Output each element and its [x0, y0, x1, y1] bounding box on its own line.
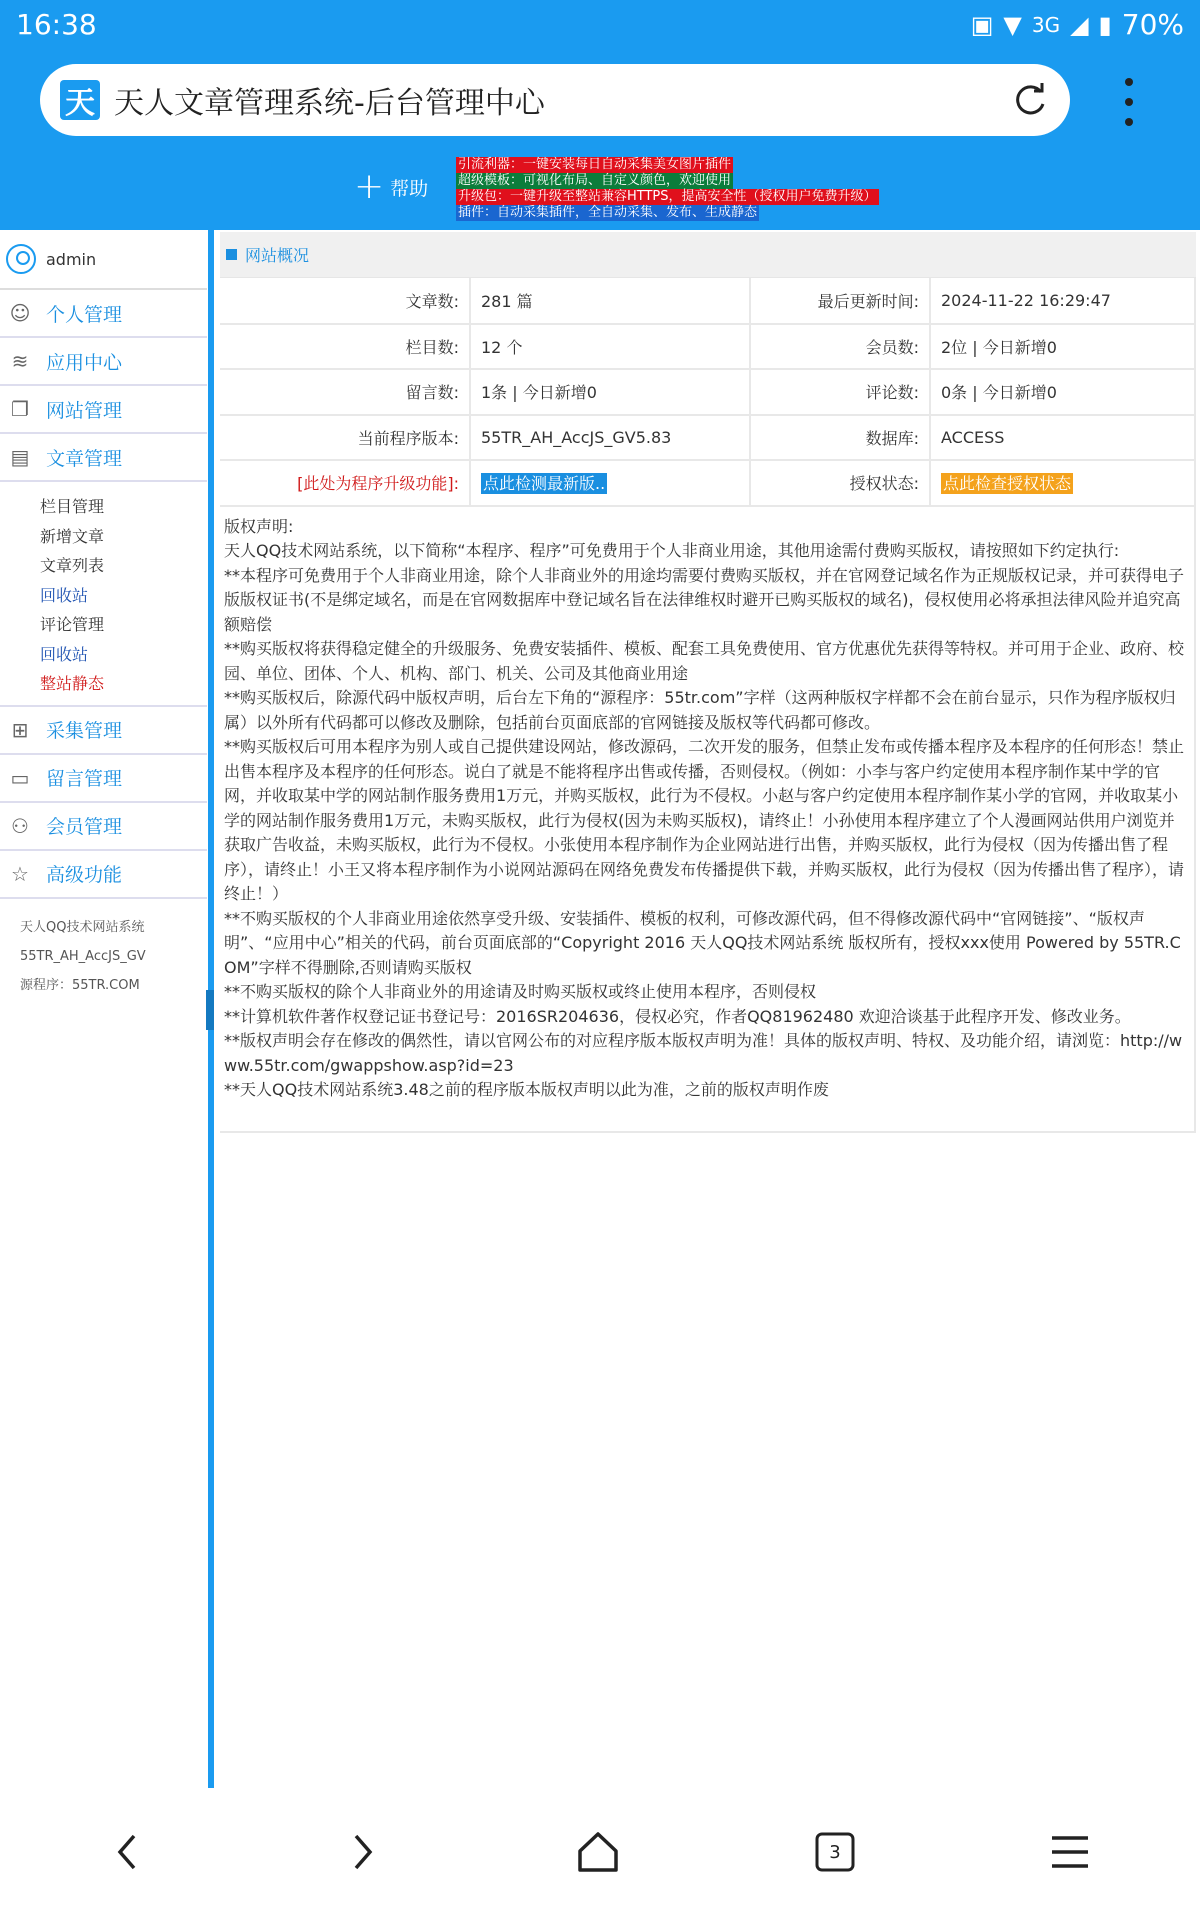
sidebar-item-label: 文章管理 [46, 447, 123, 470]
back-button[interactable] [88, 1812, 168, 1892]
copyright-paragraph: **计算机软件著作权登记证书登记号：2016SR204636，侵权必究，作者QQ81962480 欢迎洽谈基于此程序开发、修改业务。 [224, 1006, 1131, 1026]
table-row [220, 369, 1195, 415]
stat-label: 当前程序版本: [220, 415, 470, 461]
sidebar-item-label: 网站管理 [46, 399, 123, 422]
sitemap-icon: ⊞ [11, 717, 29, 742]
panel-title: 网站概况 [245, 246, 310, 265]
stat-label: 会员数: [750, 324, 930, 370]
table-row [220, 460, 1195, 506]
copyright-paragraph: **本程序可免费用于个人非商业用途，除个人非商业外的用途均需要付费购买版权，并在官网登记域名作为正规版权记录，并可获得电子版版权证书(不是绑定域名，而是在官网数据库中登记域名旨在法律维权时避开已购买版权的域名)，侵权使用必将承担法律风险并追究高额赔偿 [224, 565, 1185, 634]
page-title[interactable]: 天人文章管理系统-后台管理中心 [114, 86, 545, 121]
stat-label: 最后更新时间: [750, 278, 930, 324]
stat-value: 1条 | 今日新增0 [470, 369, 750, 415]
copyright-paragraph: **购买版权后，除源代码中版权声明，后台左下角的“源程序：55tr.com”字样（这两种版权字样都不会在前台显示，只作为程序版权归属）以外所有代码都可以修改及删除，包括前台页面底部的官网链接及版权等代码都可修改。 [224, 688, 1176, 732]
footer-line: 55TR_AH_AccJS_GV [20, 948, 146, 964]
avatar-icon [6, 244, 36, 274]
submenu-item-categories[interactable]: 栏目管理 [40, 497, 105, 516]
sidebar-item-articles[interactable] [0, 434, 207, 482]
notice-link[interactable]: 升级包：一键升级至整站兼容HTTPS，提高安全性（授权用户免费升级） [458, 189, 877, 204]
stat-label: 留言数: [220, 369, 470, 415]
copyright-title: 版权声明: [224, 516, 294, 536]
status-bar [0, 0, 1200, 52]
sidebar-item-label: 采集管理 [46, 720, 123, 742]
copyright-notice [220, 507, 1196, 1133]
stat-value: 2位 | 今日新增0 [930, 324, 1195, 370]
upgrade-label: [此处为程序升级功能]: [297, 474, 459, 494]
username: admin [46, 249, 97, 269]
copyright-paragraph: **不购买版权的个人非商业用途依然享受升级、安装插件、模板的权利，可修改源代码，但不得修改源代码中“官网链接”、“版权声明”、“应用中心”相关的代码，前台页面底部的“Copyright 2016 天人QQ技术网站系统 版权所有，授权xxx使用 Powered by 55TR.COM”字样不得删除,否则请购买版权 [224, 908, 1181, 977]
stat-label: 栏目数: [220, 324, 470, 370]
sidebar-user[interactable] [0, 230, 207, 290]
sidebar-item-label: 个人管理 [46, 303, 123, 326]
overview-table [220, 278, 1196, 507]
stat-label: 评论数: [750, 369, 930, 415]
stat-value: 281 篇 [470, 278, 750, 324]
sidebar-item-label: 会员管理 [46, 816, 123, 838]
submenu-item-recycle-bin-2[interactable]: 回收站 [40, 644, 89, 664]
notice-link[interactable]: 引流利器：一键安装每日自动采集美女图片插件 [458, 157, 732, 172]
address-bar[interactable] [40, 64, 1070, 136]
sidebar-item-members[interactable] [0, 803, 207, 851]
stat-value: 2024-11-22 16:29:47 [930, 278, 1195, 324]
help-button[interactable] [354, 166, 429, 207]
sidebar-item-label: 应用中心 [46, 351, 123, 374]
chevron-left-icon [108, 1832, 148, 1872]
submenu-item-article-list[interactable]: 文章列表 [40, 556, 105, 575]
forward-button[interactable] [322, 1812, 402, 1892]
tab-count: 3 [829, 1841, 841, 1863]
submenu-item-static[interactable]: 整站静态 [40, 674, 105, 693]
sidebar-item-apps[interactable] [0, 338, 207, 386]
copyright-paragraph: **不购买版权的除个人非商业外的用途请及时购买版权或终止使用本程序，否则侵权 [224, 982, 817, 1001]
status-time: 16:38 [16, 8, 97, 41]
star-icon: ☆ [11, 861, 29, 886]
document-icon: ▤ [10, 445, 30, 469]
tabs-button[interactable] [795, 1812, 875, 1892]
stat-value: 55TR_AH_AccJS_GV5.83 [470, 415, 750, 461]
article-submenu [0, 482, 207, 707]
site-favicon: 天 [60, 80, 100, 120]
copyright-paragraph: **购买版权后可用本程序为别人或自己提供建设网站，修改源码，二次开发的服务，但禁止发布或传播本程序及本程序的任何形态！禁止出售本程序及本程序的任何形态。说白了就是不能将程序出售或传播，否则侵权。（例如：小李与客户约定使用本程序制作某中学的官网，并收取某中学的网站制作服务费用1万元，并购买版权，此行为不侵权。小赵与客户约定使用本程序制作某小学的官网，并收取某小学的网站制作服务费用1万元，未购买版权，此行为侵权(因为未购买版权)，请终止！小孙使用本程序建立了个人漫画网站供用户浏览并获取广告收益，未购买版权，此行为不侵权。小张使用本程序制作为企业网站进行出售，并购买版权，此行为侵权（因为传播出售了程序），请终止！小王又将本程序制作为小说网站源码在网络免费发布传播提供下载，并购买版权，此行为侵权（因为传播出售了程序），请终止！） [224, 737, 1185, 903]
user-icon: ☺ [9, 301, 31, 325]
square-icon [226, 249, 237, 260]
table-row [220, 324, 1195, 370]
auth-label: 授权状态: [750, 460, 930, 506]
users-icon: ⚇ [11, 813, 29, 838]
panel-header [220, 232, 1196, 278]
sidebar-item-label: 留言管理 [46, 768, 123, 790]
sidebar-item-site[interactable] [0, 386, 207, 434]
browser-bottom-nav [0, 1790, 1200, 1920]
stat-value: 0条 | 今日新增0 [930, 369, 1195, 415]
status-icons [971, 8, 1184, 41]
copyright-paragraph: **天人QQ技术网站系统3.48之前的程序版本版权声明以此为准，之前的版权声明作废 [224, 1080, 829, 1099]
window-icon: ❐ [11, 397, 29, 421]
battery-level: 70% [1121, 8, 1184, 41]
chevron-right-icon [342, 1832, 382, 1872]
footer-line: 源程序：55TR.COM [20, 977, 140, 993]
signal-icon: ◢ [1070, 10, 1089, 39]
home-button[interactable] [558, 1812, 638, 1892]
help-label: 帮助 [390, 177, 429, 200]
sidebar-collapse-handle[interactable] [206, 990, 214, 1030]
main-content [220, 232, 1196, 1133]
network-label: 3G [1031, 12, 1061, 37]
footer-line: 天人QQ技术网站系统 [20, 919, 145, 935]
notice-link[interactable]: 插件：自动采集插件，全自动采集、发布、生成静态 [458, 205, 758, 220]
browser-menu-icon[interactable] [1114, 78, 1144, 126]
layers-icon: ≋ [11, 349, 29, 373]
notice-link[interactable]: 超级模板：可视化布局、自定义颜色，欢迎使用 [458, 173, 732, 188]
sidebar-item-advanced[interactable] [0, 851, 207, 899]
plus-icon: + [354, 166, 385, 207]
sidebar-item-label: 高级功能 [46, 864, 123, 886]
copyright-paragraph: **版权声明会存在修改的偶然性，请以官网公布的对应程序版本版权声明为准！具体的版权声明、特权、及功能介绍，请浏览：http://www.55tr.com/gwappshow.asp?id=23 [224, 1031, 1183, 1075]
submenu-item-new-article[interactable]: 新增文章 [40, 526, 105, 546]
hamburger-icon [1048, 1832, 1092, 1872]
reload-icon[interactable] [1010, 80, 1050, 120]
check-license-link[interactable]: 点此检查授权状态 [943, 474, 1072, 494]
sidebar-item-messages[interactable] [0, 755, 207, 803]
table-row [220, 415, 1195, 461]
menu-button[interactable] [1030, 1812, 1110, 1892]
copyright-paragraph: **购买版权将获得稳定健全的升级服务、免费安装插件、模板、配套工具免费使用、官方优惠优先获得等特权。并可用于企业、政府、校园、单位、团体、个人、机构、部门、机关、公司及其他商业用途 [224, 639, 1185, 683]
home-icon [575, 1829, 621, 1875]
check-update-link[interactable]: 点此检测最新版.. [483, 474, 606, 494]
submenu-item-comments[interactable]: 评论管理 [40, 615, 105, 634]
sidebar [0, 230, 207, 1790]
stat-label: 文章数: [220, 278, 470, 324]
battery-icon: ▮ [1098, 10, 1112, 39]
table-row [220, 278, 1195, 324]
copyright-paragraph: 天人QQ技术网站系统，以下简称“本程序、程序”可免费用于个人非商业用途，其他用途需付费购买版权，请按照如下约定执行: [224, 541, 1120, 560]
stat-value: ACCESS [930, 415, 1195, 461]
submenu-item-recycle-bin[interactable]: 回收站 [40, 585, 89, 605]
sidebar-item-collect[interactable] [0, 707, 207, 755]
notice-board [456, 157, 879, 221]
sidebar-item-personal[interactable] [0, 290, 207, 338]
stat-label: 数据库: [750, 415, 930, 461]
chat-icon: ▭ [10, 765, 30, 790]
sidebar-footer [0, 899, 207, 1000]
stat-value: 12 个 [470, 324, 750, 370]
cast-icon: ▣ [970, 10, 994, 39]
wifi-icon: ▼ [1003, 10, 1022, 39]
